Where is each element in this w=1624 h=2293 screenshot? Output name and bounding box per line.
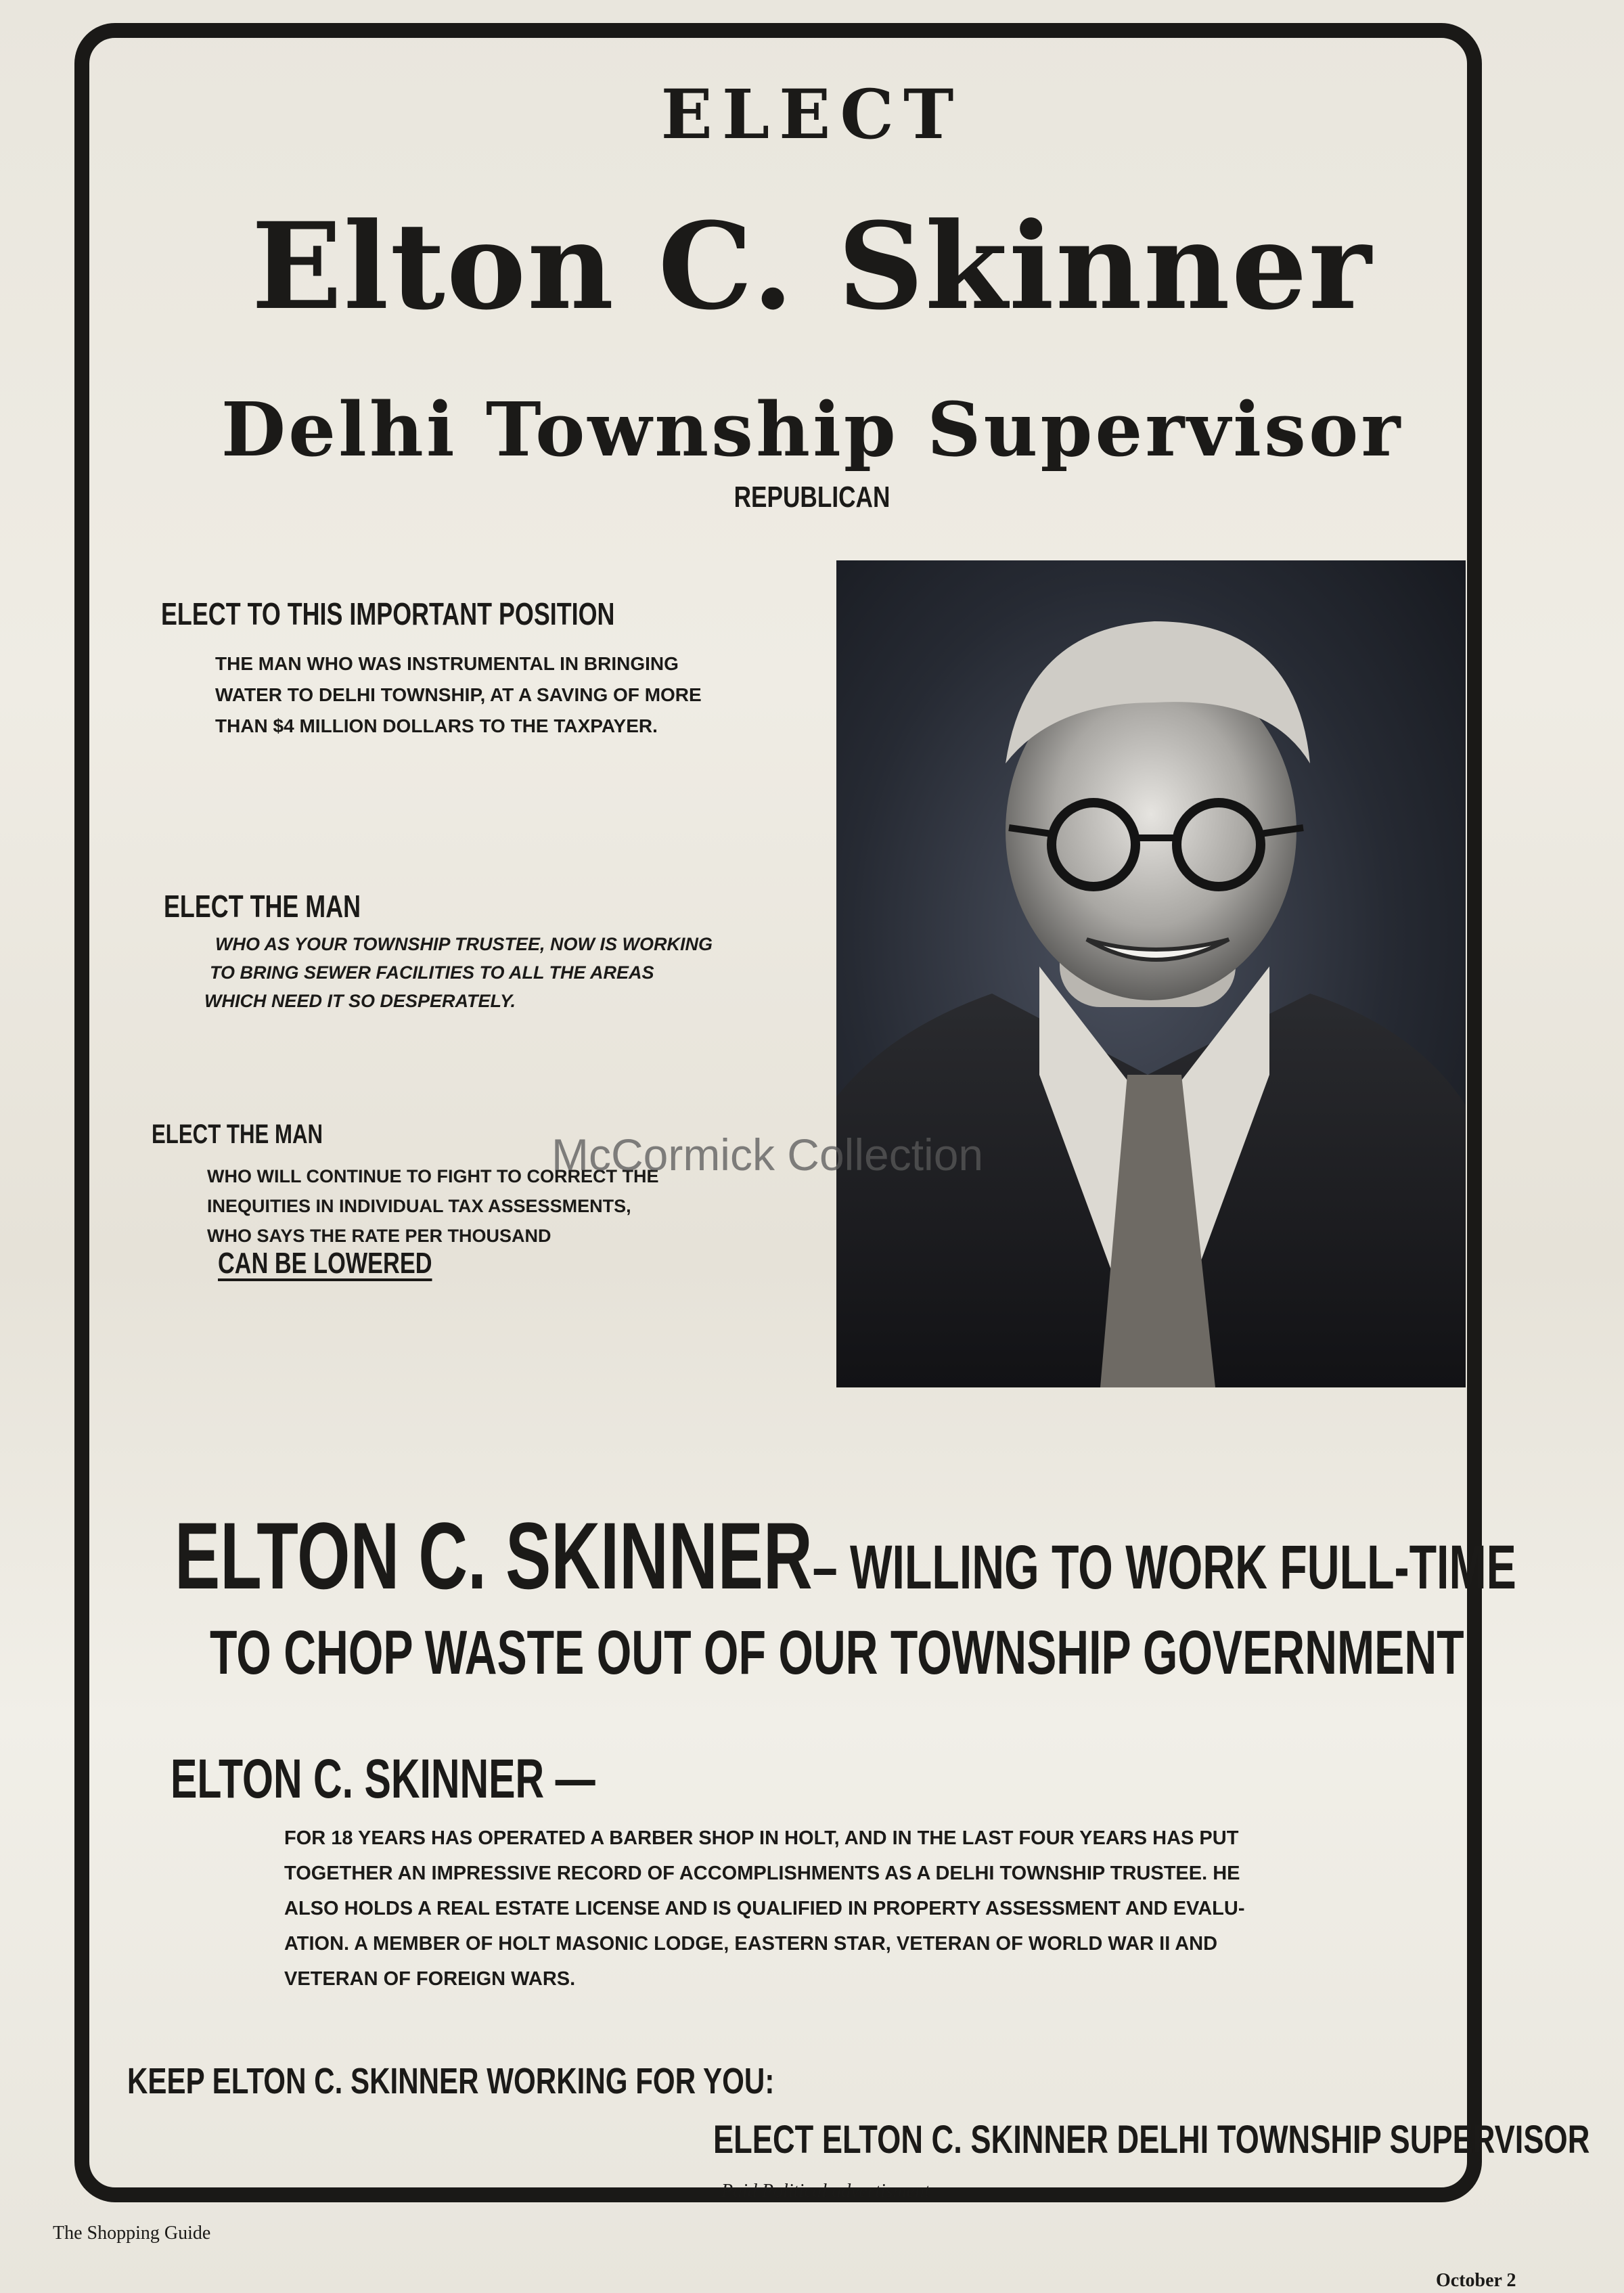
portrait-illustration xyxy=(836,560,1466,1387)
can-be-lowered-emphasis: CAN BE LOWERED xyxy=(218,1247,432,1280)
party-label: REPUBLICAN xyxy=(734,481,890,514)
section-2-line: WHICH NEED IT SO DESPERATELY. xyxy=(204,991,516,1011)
section-2-line: TO BRING SEWER FACILITIES TO ALL THE AREAS xyxy=(210,962,654,983)
bio-line: FOR 18 YEARS HAS OPERATED A BARBER SHOP IN HOLT, AND IN THE LAST FOUR YEARS HAS PUT xyxy=(284,1827,1239,1849)
section-1-line: THAN $4 MILLION DOLLARS TO THE TAXPAYER. xyxy=(215,715,658,736)
candidate-name: Elton C. Skinner xyxy=(251,196,1373,336)
section-heading-1: ELECT TO THIS IMPORTANT POSITION xyxy=(161,596,615,631)
slogan-line-2: TO CHOP WASTE OUT OF OUR TOWNSHIP GOVERNMENT xyxy=(210,1618,1464,1687)
paid-political-disclaimer: Paid Political advertisment xyxy=(721,2181,930,2202)
section-3-line: INEQUITIES IN INDIVIDUAL TAX ASSESSMENTS, xyxy=(207,1196,631,1216)
closing-line-2: ELECT ELTON C. SKINNER DELHI TOWNSHIP SUPERVISOR xyxy=(713,2118,1590,2162)
bio-heading: ELTON C. SKINNER — xyxy=(171,1748,595,1810)
section-heading-3: ELECT THE MAN xyxy=(152,1119,323,1149)
publication-name: The Shopping Guide xyxy=(53,2223,211,2244)
bio-line: VETERAN OF FOREIGN WARS. xyxy=(284,1968,576,1990)
slogan-line-1 xyxy=(175,1501,1516,1611)
slogan-line-1-rest: – WILLING TO WORK FULL-TIME xyxy=(812,1533,1516,1602)
section-body-1 xyxy=(215,648,824,742)
bio-line: TOGETHER AN IMPRESSIVE RECORD OF ACCOMPLISHMENTS AS A DELHI TOWNSHIP TRUSTEE. HE xyxy=(284,1863,1240,1884)
issue-date-fragment: October 2 xyxy=(1436,2270,1516,2291)
section-2-line: WHO AS YOUR TOWNSHIP TRUSTEE, NOW IS WORKING xyxy=(215,934,713,954)
office-title: Delhi Township Supervisor xyxy=(221,386,1403,473)
elect-heading: ELECT xyxy=(660,74,964,154)
closing-line-1: KEEP ELTON C. SKINNER WORKING FOR YOU: xyxy=(127,2061,775,2101)
section-3-line: WHO WILL CONTINUE TO FIGHT TO CORRECT THE xyxy=(207,1166,659,1186)
section-1-line: WATER TO DELHI TOWNSHIP, AT A SAVING OF MORE xyxy=(215,684,702,705)
section-3-line: WHO SAYS THE RATE PER THOUSAND xyxy=(207,1226,551,1246)
section-body-2 xyxy=(204,930,819,1015)
section-heading-2: ELECT THE MAN xyxy=(164,889,361,924)
bio-line: ALSO HOLDS A REAL ESTATE LICENSE AND IS QUALIFIED IN PROPERTY ASSESSMENT AND EVALU- xyxy=(284,1898,1245,1919)
slogan-candidate-name: ELTON C. SKINNER xyxy=(175,1502,813,1609)
bio-line: ATION. A MEMBER OF HOLT MASONIC LODGE, EASTERN STAR, VETERAN OF WORLD WAR II AND xyxy=(284,1933,1218,1955)
bio-body xyxy=(284,1821,1367,1997)
candidate-portrait xyxy=(836,560,1466,1387)
section-1-line: THE MAN WHO WAS INSTRUMENTAL IN BRINGING xyxy=(215,653,679,674)
watermark: McCormick Collection xyxy=(551,1130,984,1180)
